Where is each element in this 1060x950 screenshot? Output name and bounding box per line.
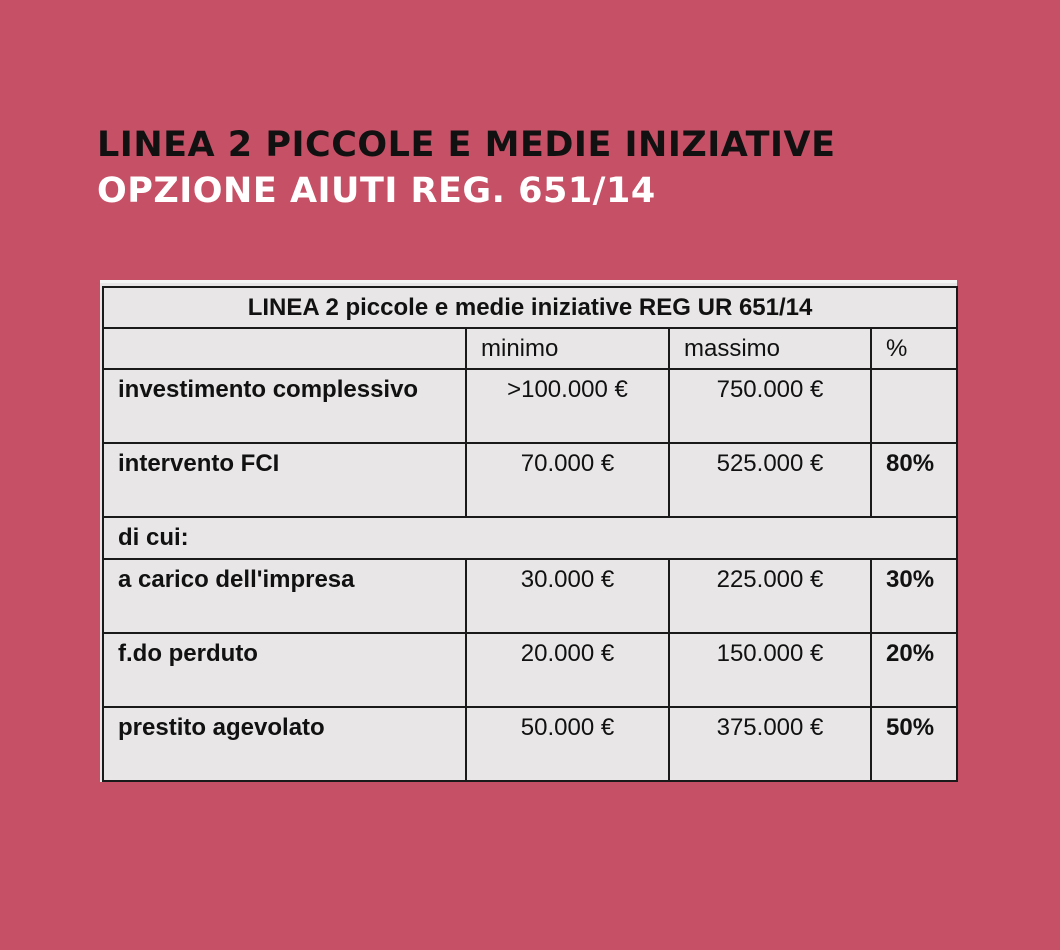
- row-massimo: 150.000 €: [669, 633, 871, 707]
- row-label: prestito agevolato: [103, 707, 466, 781]
- row-minimo: >100.000 €: [466, 369, 669, 443]
- heading-line-1: LINEA 2 PICCOLE E MEDIE INIZIATIVE: [97, 125, 836, 165]
- table-row: [103, 443, 957, 517]
- table-title-row: [103, 287, 957, 328]
- row-minimo: 30.000 €: [466, 559, 669, 633]
- column-header-label: [103, 328, 466, 369]
- row-percent: [871, 369, 957, 443]
- funding-table: [102, 286, 958, 782]
- table-row: [103, 707, 957, 781]
- table-subheading: di cui:: [103, 517, 957, 559]
- row-minimo: 50.000 €: [466, 707, 669, 781]
- row-label: a carico dell'impresa: [103, 559, 466, 633]
- row-massimo: 225.000 €: [669, 559, 871, 633]
- row-percent: 20%: [871, 633, 957, 707]
- row-percent: 80%: [871, 443, 957, 517]
- row-label: f.do perduto: [103, 633, 466, 707]
- table-panel: [100, 280, 957, 782]
- table-subheading-row: [103, 517, 957, 559]
- table-row: [103, 633, 957, 707]
- column-header-minimo: minimo: [466, 328, 669, 369]
- row-massimo: 375.000 €: [669, 707, 871, 781]
- row-massimo: 525.000 €: [669, 443, 871, 517]
- table-title: LINEA 2 piccole e medie iniziative REG UR 651/14: [103, 287, 957, 328]
- heading-line-2: OPZIONE AIUTI REG. 651/14: [97, 171, 656, 211]
- column-header-massimo: massimo: [669, 328, 871, 369]
- row-label: intervento FCI: [103, 443, 466, 517]
- row-percent: 30%: [871, 559, 957, 633]
- row-massimo: 750.000 €: [669, 369, 871, 443]
- row-label: investimento complessivo: [103, 369, 466, 443]
- table-row: [103, 369, 957, 443]
- row-percent: 50%: [871, 707, 957, 781]
- row-minimo: 20.000 €: [466, 633, 669, 707]
- table-row: [103, 559, 957, 633]
- page-heading: [97, 122, 836, 214]
- column-header-percent: %: [871, 328, 957, 369]
- row-minimo: 70.000 €: [466, 443, 669, 517]
- table-header-row: [103, 328, 957, 369]
